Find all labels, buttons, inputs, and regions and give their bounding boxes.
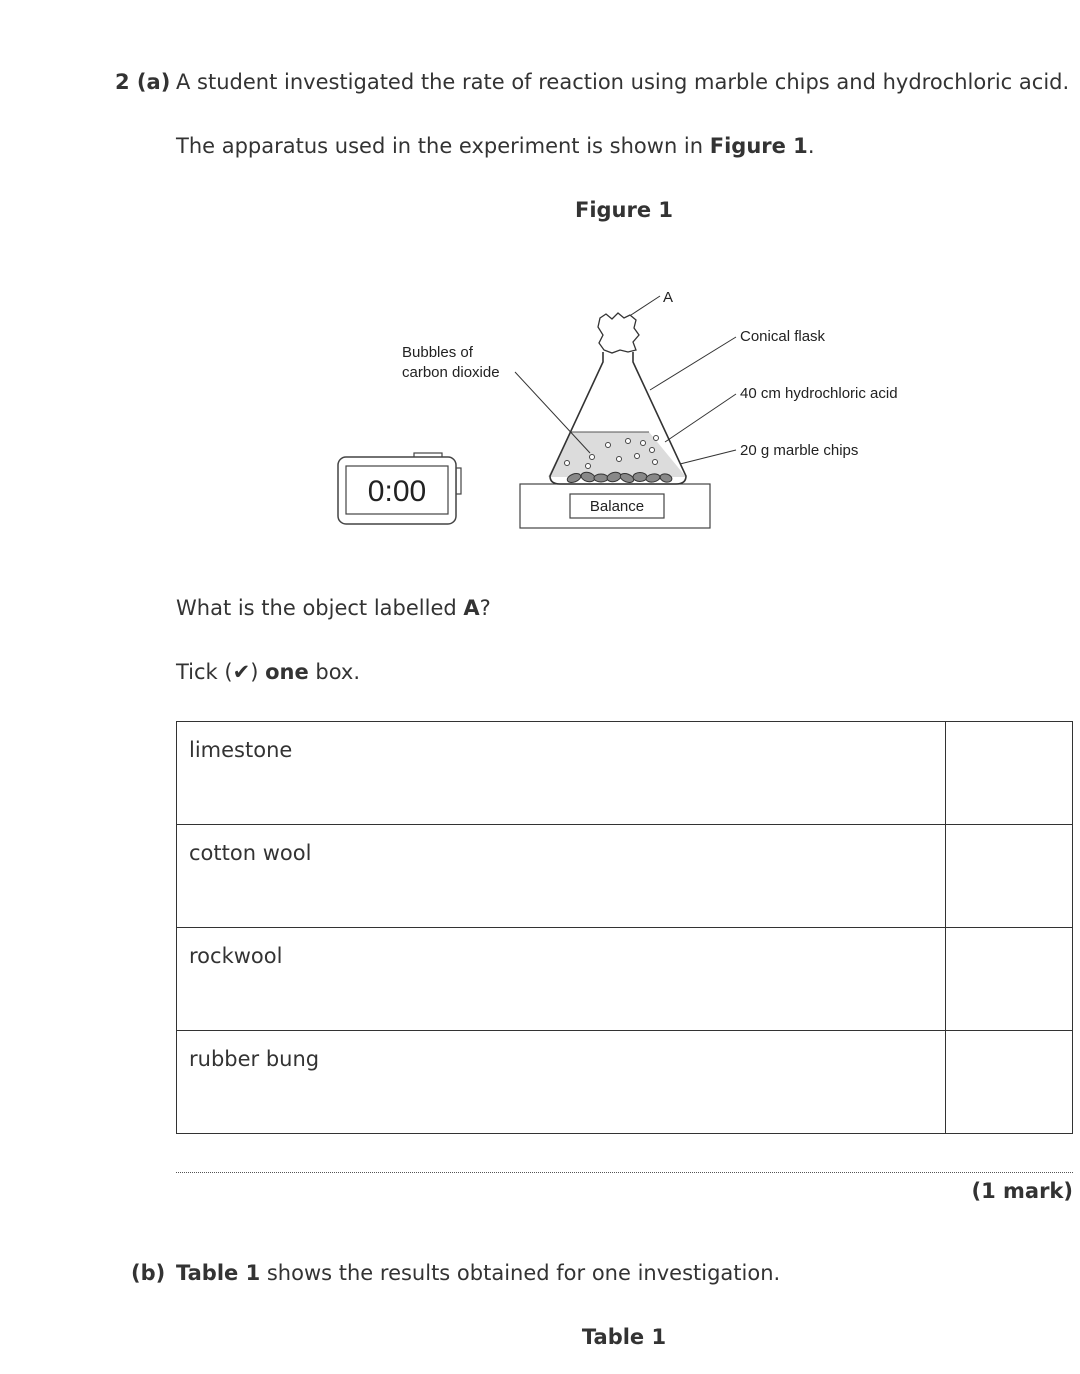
- figure-reference: Figure 1: [709, 134, 808, 158]
- tick-text-pre: Tick (: [176, 660, 233, 684]
- stopwatch: [338, 453, 461, 524]
- answer-divider: [176, 1172, 1073, 1173]
- tick-instruction: [176, 660, 360, 684]
- option-label: rubber bung: [177, 1031, 946, 1134]
- table-title: Table 1: [581, 1325, 667, 1349]
- apparatus-diagram: [330, 280, 930, 540]
- table-reference: Table 1: [176, 1261, 261, 1285]
- option-row: [177, 722, 1073, 825]
- option-row: [177, 825, 1073, 928]
- answer-options-table: [176, 721, 1073, 1134]
- tick-box-cotton-wool[interactable]: [946, 825, 1073, 928]
- apparatus-punct: .: [807, 134, 815, 158]
- tick-box-rockwool[interactable]: [946, 928, 1073, 1031]
- question-prompt: [176, 596, 491, 620]
- option-row: [177, 1031, 1073, 1134]
- tick-box-rubber-bung[interactable]: [946, 1031, 1073, 1134]
- tick-text-bold: one: [265, 660, 309, 684]
- figure-title: Figure 1: [574, 198, 674, 222]
- apparatus-sentence: [176, 134, 815, 158]
- check-icon: ✔: [232, 660, 251, 684]
- tick-box-limestone[interactable]: [946, 722, 1073, 825]
- question-intro: A student investigated the rate of reaction using marble chips and hydrochloric acid.: [176, 70, 1070, 94]
- mark-allocation: (1 mark): [971, 1179, 1073, 1203]
- label-balance: Balance: [589, 498, 645, 515]
- part-b-label: (b): [131, 1261, 166, 1285]
- part-b-rest: shows the results obtained for one investigation.: [260, 1261, 781, 1285]
- option-label: rockwool: [177, 928, 946, 1031]
- label-bubbles-line1: Bubbles of: [402, 344, 473, 361]
- part-b-text: [176, 1261, 780, 1285]
- label-a: A: [663, 289, 674, 306]
- tick-text-post: box.: [308, 660, 361, 684]
- prompt-text: What is the object labelled: [176, 596, 464, 620]
- label-hydrochloric-acid: 40 cm hydrochloric acid: [740, 385, 898, 402]
- prompt-punct: ?: [479, 596, 491, 620]
- timer-display: 0:00: [367, 475, 427, 508]
- tick-text-mid: ): [250, 660, 266, 684]
- apparatus-text: The apparatus used in the experiment is shown in: [176, 134, 710, 158]
- label-marble-chips: 20 g marble chips: [740, 442, 859, 459]
- balance: [520, 484, 710, 528]
- prompt-label-a: A: [463, 596, 480, 620]
- cotton-wool-plug: [598, 313, 639, 353]
- label-bubbles-line2: carbon dioxide: [402, 364, 500, 381]
- option-label: cotton wool: [177, 825, 946, 928]
- option-row: [177, 928, 1073, 1031]
- label-conical-flask: Conical flask: [740, 328, 826, 345]
- question-number: 2 (a): [115, 70, 171, 94]
- option-label: limestone: [177, 722, 946, 825]
